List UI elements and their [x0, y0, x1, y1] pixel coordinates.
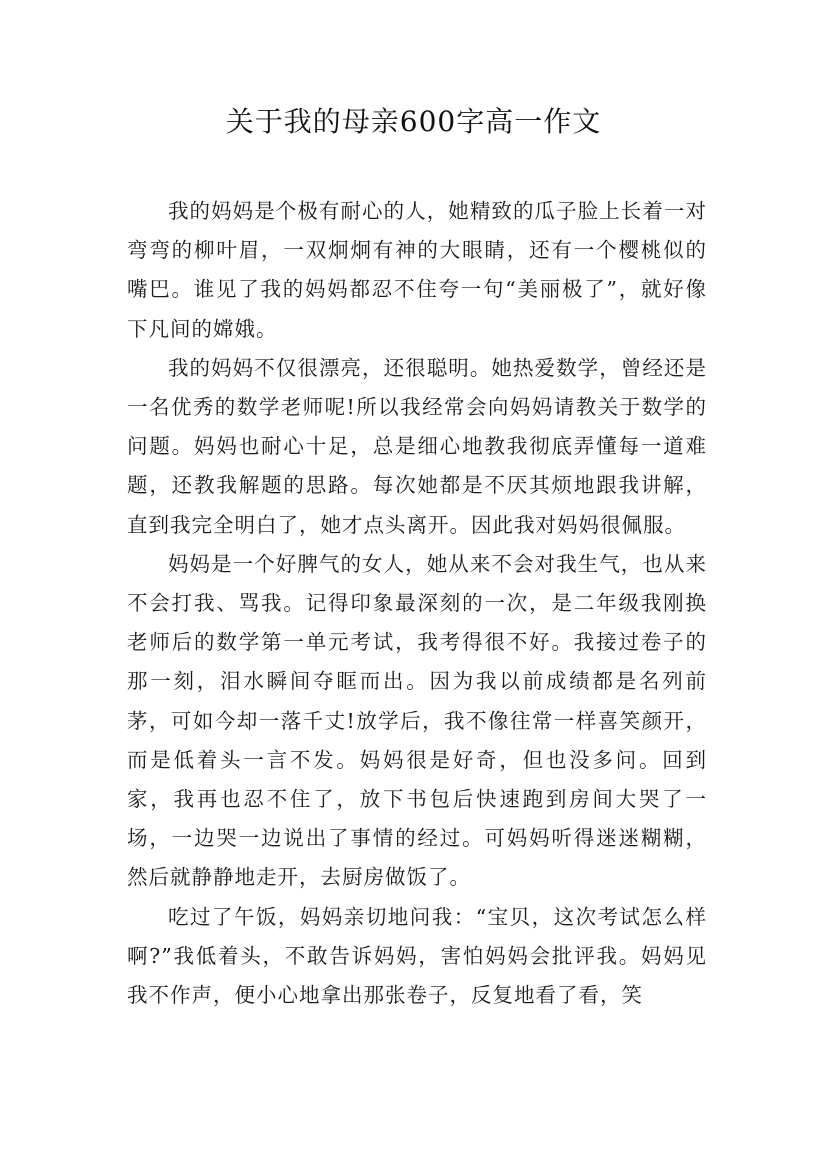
paragraph-1: 我的妈妈是个极有耐心的人，她精致的瓜子脸上长着一对弯弯的柳叶眉，一双炯炯有神的大眼睛，还有一个樱桃似的嘴巴。谁见了我的妈妈都忍不住夸一句“美丽极了”，就好像下凡间的嫦娥。: [127, 199, 707, 341]
paragraph-2: 我的妈妈不仅很漂亮，还很聪明。她热爱数学，曾经还是一名优秀的数学老师呢!所以我经常会向妈妈请教关于数学的问题。妈妈也耐心十足，总是细心地教我彻底弄懂每一道难题，还教我解题的思路。每次她都是不厌其烦地跟我讲解，直到我完全明白了，她才点头离开。因此我对妈妈很佩服。: [127, 355, 707, 537]
paragraph-3: 妈妈是一个好脾气的女人，她从来不会对我生气，也从来不会打我、骂我。记得印象最深刻的一次，是二年级我刚换老师后的数学第一单元考试，我考得很不好。我接过卷子的那一刻，泪水瞬间夺眶而出。因为我以前成绩都是名列前茅，可如今却一落千丈!放学后，我不像往常一样喜笑颜开，而是低着头一言不发。妈妈很是好奇，但也没多问。回到家，我再也忍不住了，放下书包后快速跑到房间大哭了一场，一边哭一边说出了事情的经过。可妈妈听得迷迷糊糊，然后就静静地走开，去厨房做饭了。: [127, 551, 707, 890]
document-title: 关于我的母亲600字高一作文: [225, 105, 602, 138]
document-body: [127, 192, 707, 1015]
paragraph-4: 吃过了午饭，妈妈亲切地问我：“宝贝，这次考试怎么样啊?”我低着头，不敢告诉妈妈，害怕妈妈会批评我。妈妈见我不作声，便小心地拿出那张卷子，反复地看了看，笑: [127, 904, 707, 1008]
